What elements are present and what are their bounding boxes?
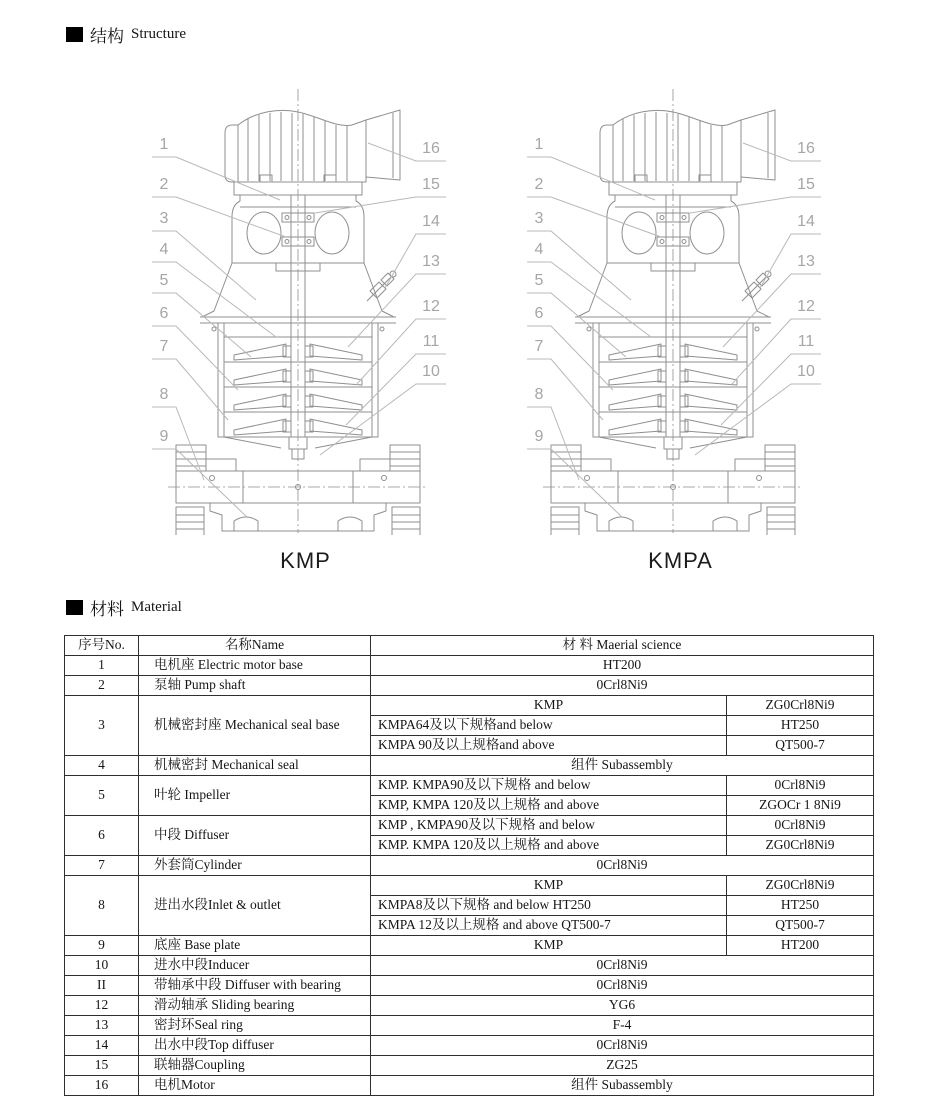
cell-name: 机械密封 Mechanical seal — [139, 756, 371, 776]
callout-7: 7 — [159, 338, 169, 355]
header-no: 序号No. — [65, 636, 139, 656]
table-header-row — [65, 636, 874, 656]
cell-name: 泵轴 Pump shaft — [139, 676, 371, 696]
cell-material: YG6 — [371, 996, 874, 1016]
cell-spec: KMP — [371, 876, 727, 896]
table-row — [65, 856, 874, 876]
cell-no: 8 — [65, 876, 139, 936]
structure-title-en: Structure — [131, 26, 186, 42]
cell-spec: KMPA 12及以上规格 and above QT500-7 — [371, 916, 727, 936]
cell-name: 机械密封座 Mechanical seal base — [139, 696, 371, 756]
cell-name: 滑动轴承 Sliding bearing — [139, 996, 371, 1016]
cell-name: 进出水段Inlet & outlet — [139, 876, 371, 936]
header-name: 名称Name — [139, 636, 371, 656]
cell-spec: KMP. KMPA 120及以上规格 and above — [371, 836, 727, 856]
table-row — [65, 776, 874, 796]
table-row — [65, 976, 874, 996]
kmp-diagram — [148, 85, 463, 535]
cell-no: 3 — [65, 696, 139, 756]
material-section-header — [66, 595, 182, 620]
callout-12: 12 — [797, 298, 815, 315]
cell-no: 16 — [65, 1076, 139, 1096]
callout-14: 14 — [422, 213, 440, 230]
table-row — [65, 696, 874, 716]
header-material: 材 料 Maerial science — [371, 636, 874, 656]
callout-9: 9 — [534, 428, 544, 445]
table-row — [65, 1076, 874, 1096]
cell-no: II — [65, 976, 139, 996]
material-title-zh: 材料 — [90, 600, 124, 619]
cell-name: 中段 Diffuser — [139, 816, 371, 856]
cell-name: 进水中段Inducer — [139, 956, 371, 976]
callout-10: 10 — [797, 363, 815, 380]
cell-spec: KMPA8及以下规格 and below HT250 — [371, 896, 727, 916]
callout-13: 13 — [422, 253, 440, 270]
callout-13: 13 — [797, 253, 815, 270]
table-row — [65, 676, 874, 696]
cell-material: 0Crl8Ni9 — [371, 856, 874, 876]
cell-no: 15 — [65, 1056, 139, 1076]
table-row — [65, 656, 874, 676]
cell-name: 密封环Seal ring — [139, 1016, 371, 1036]
cell-spec: KMP — [371, 936, 727, 956]
cell-spec: KMP , KMPA90及以下规格 and below — [371, 816, 727, 836]
callout-6: 6 — [534, 305, 544, 322]
cell-material: 0Crl8Ni9 — [371, 676, 874, 696]
table-row — [65, 1016, 874, 1036]
callout-2: 2 — [534, 176, 544, 193]
table-row — [65, 936, 874, 956]
callout-9: 9 — [159, 428, 169, 445]
callout-8: 8 — [159, 386, 169, 403]
table-row — [65, 996, 874, 1016]
cell-no: 7 — [65, 856, 139, 876]
callout-12: 12 — [422, 298, 440, 315]
cell-material: 0Crl8Ni9 — [727, 816, 874, 836]
callout-1: 1 — [534, 136, 544, 153]
structure-title-zh: 结构 — [90, 27, 124, 46]
callout-11: 11 — [797, 333, 815, 350]
cell-no: 6 — [65, 816, 139, 856]
cell-material: 组件 Subassembly — [371, 756, 874, 776]
cell-spec: KMP. KMPA90及以下规格 and below — [371, 776, 727, 796]
cell-no: 1 — [65, 656, 139, 676]
cell-no: 5 — [65, 776, 139, 816]
callout-10: 10 — [422, 363, 440, 380]
table-row — [65, 1056, 874, 1076]
cell-name: 底座 Base plate — [139, 936, 371, 956]
cell-name: 外套筒Cylinder — [139, 856, 371, 876]
structure-section-header — [66, 22, 186, 47]
cell-name: 电机座 Electric motor base — [139, 656, 371, 676]
cell-spec: KMP — [371, 696, 727, 716]
kmpa-label: KMPA — [648, 548, 713, 573]
cell-no: 12 — [65, 996, 139, 1016]
callout-5: 5 — [159, 272, 169, 289]
cell-material: 0Crl8Ni9 — [371, 956, 874, 976]
material-title-en: Material — [131, 599, 182, 615]
cell-material: 0Crl8Ni9 — [371, 976, 874, 996]
cell-material: F-4 — [371, 1016, 874, 1036]
cell-no: 10 — [65, 956, 139, 976]
cell-name: 联轴器Coupling — [139, 1056, 371, 1076]
section-marker-icon — [66, 600, 83, 615]
cell-material: ZGOCr 1 8Ni9 — [727, 796, 874, 816]
cell-no: 14 — [65, 1036, 139, 1056]
cell-no: 9 — [65, 936, 139, 956]
cell-no: 2 — [65, 676, 139, 696]
cell-material: QT500-7 — [727, 736, 874, 756]
cell-material: 组件 Subassembly — [371, 1076, 874, 1096]
callout-5: 5 — [534, 272, 544, 289]
cell-material: ZG0Crl8Ni9 — [727, 836, 874, 856]
table-row — [65, 956, 874, 976]
cell-material: QT500-7 — [727, 916, 874, 936]
cell-material: HT250 — [727, 716, 874, 736]
table-row — [65, 876, 874, 896]
cell-spec: KMPA 90及以上规格and above — [371, 736, 727, 756]
cell-no: 4 — [65, 756, 139, 776]
cell-material: HT200 — [727, 936, 874, 956]
table-row — [65, 816, 874, 836]
cell-material: ZG0Crl8Ni9 — [727, 696, 874, 716]
callout-7: 7 — [534, 338, 544, 355]
callout-2: 2 — [159, 176, 169, 193]
cell-spec: KMPA64及以下规格and below — [371, 716, 727, 736]
callout-8: 8 — [534, 386, 544, 403]
kmp-label: KMP — [280, 548, 331, 573]
callout-16: 16 — [422, 140, 440, 157]
cell-material: ZG25 — [371, 1056, 874, 1076]
cell-material: 0Crl8Ni9 — [371, 1036, 874, 1056]
cell-name: 叶轮 Impeller — [139, 776, 371, 816]
callout-4: 4 — [159, 241, 169, 258]
callout-3: 3 — [159, 210, 169, 227]
cell-spec: KMP, KMPA 120及以上规格 and above — [371, 796, 727, 816]
cell-material: HT200 — [371, 656, 874, 676]
cell-name: 电机Motor — [139, 1076, 371, 1096]
table-row — [65, 756, 874, 776]
cell-no: 13 — [65, 1016, 139, 1036]
callout-15: 15 — [797, 176, 815, 193]
callout-1: 1 — [159, 136, 169, 153]
cell-name: 带轴承中段 Diffuser with bearing — [139, 976, 371, 996]
callout-3: 3 — [534, 210, 544, 227]
callout-16: 16 — [797, 140, 815, 157]
table-row — [65, 1036, 874, 1056]
section-marker-icon — [66, 27, 83, 42]
callout-15: 15 — [422, 176, 440, 193]
material-table — [64, 635, 874, 1096]
cell-material: 0Crl8Ni9 — [727, 776, 874, 796]
callout-14: 14 — [797, 213, 815, 230]
callout-6: 6 — [159, 305, 169, 322]
kmpa-diagram — [523, 85, 838, 535]
cell-material: HT250 — [727, 896, 874, 916]
callout-11: 11 — [422, 333, 440, 350]
callout-4: 4 — [534, 241, 544, 258]
cell-name: 出水中段Top diffuser — [139, 1036, 371, 1056]
cell-material: ZG0Crl8Ni9 — [727, 876, 874, 896]
